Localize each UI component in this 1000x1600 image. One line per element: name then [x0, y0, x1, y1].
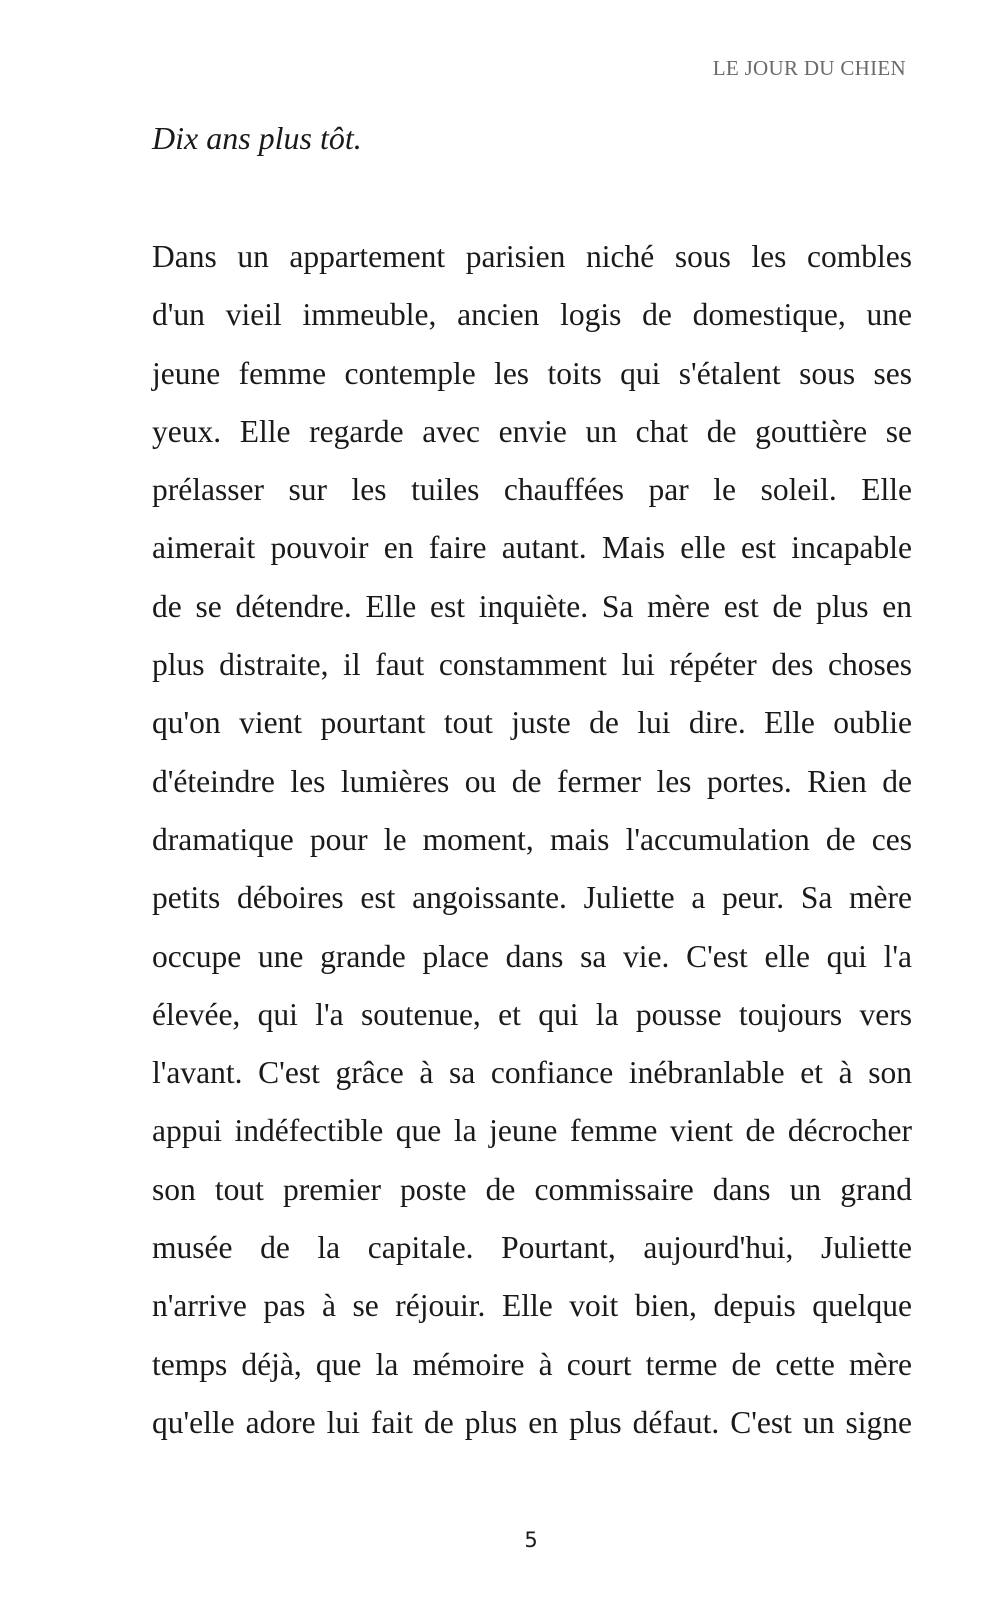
text-line: qu'elle adore lui fait de plus en plus défaut. C'est un signe [152, 1404, 912, 1440]
body-text [152, 231, 912, 1455]
text-line: temps déjà, que la mémoire à court terme de cette mère [152, 1346, 912, 1382]
text-line: yeux. Elle regarde avec envie un chat de gouttière se [152, 413, 912, 449]
running-header: LE JOUR DU CHIEN [712, 56, 906, 80]
text-line: n'arrive pas à se réjouir. Elle voit bien, depuis quelque [152, 1288, 912, 1324]
text-line: prélasser sur les tuiles chauffées par le soleil. Elle [152, 472, 912, 508]
text-line: musée de la capitale. Pourtant, aujourd'hui, Juliette [152, 1230, 912, 1266]
text-line: aimerait pouvoir en faire autant. Mais elle est incapable [152, 530, 912, 566]
chapter-intro: Dix ans plus tôt. [152, 120, 362, 156]
text-line: d'un vieil immeuble, ancien logis de domestique, une [152, 297, 912, 333]
text-line: dramatique pour le moment, mais l'accumulation de ces [152, 821, 912, 857]
text-line: élevée, qui l'a soutenue, et qui la pousse toujours vers [152, 996, 912, 1032]
text-line: d'éteindre les lumières ou de fermer les portes. Rien de [152, 763, 912, 799]
page-number: 5 [524, 1528, 538, 1552]
text-line: son tout premier poste de commissaire dans un grand [152, 1171, 912, 1207]
text-line: qu'on vient pourtant tout juste de lui dire. Elle oublie [152, 705, 912, 741]
text-line: petits déboires est angoissante. Juliette a peur. Sa mère [152, 880, 912, 916]
text-line: occupe une grande place dans sa vie. C'est elle qui l'a [152, 938, 912, 974]
text-line: plus distraite, il faut constamment lui répéter des choses [152, 647, 912, 683]
text-line: l'avant. C'est grâce à sa confiance inébranlable et à son [152, 1055, 912, 1091]
text-line: appui indéfectible que la jeune femme vient de décrocher [152, 1113, 912, 1149]
text-line: de se détendre. Elle est inquiète. Sa mère est de plus en [152, 588, 912, 624]
text-line: Dans un appartement parisien niché sous les combles [152, 239, 912, 274]
text-line: jeune femme contemple les toits qui s'étalent sous ses [152, 355, 912, 391]
